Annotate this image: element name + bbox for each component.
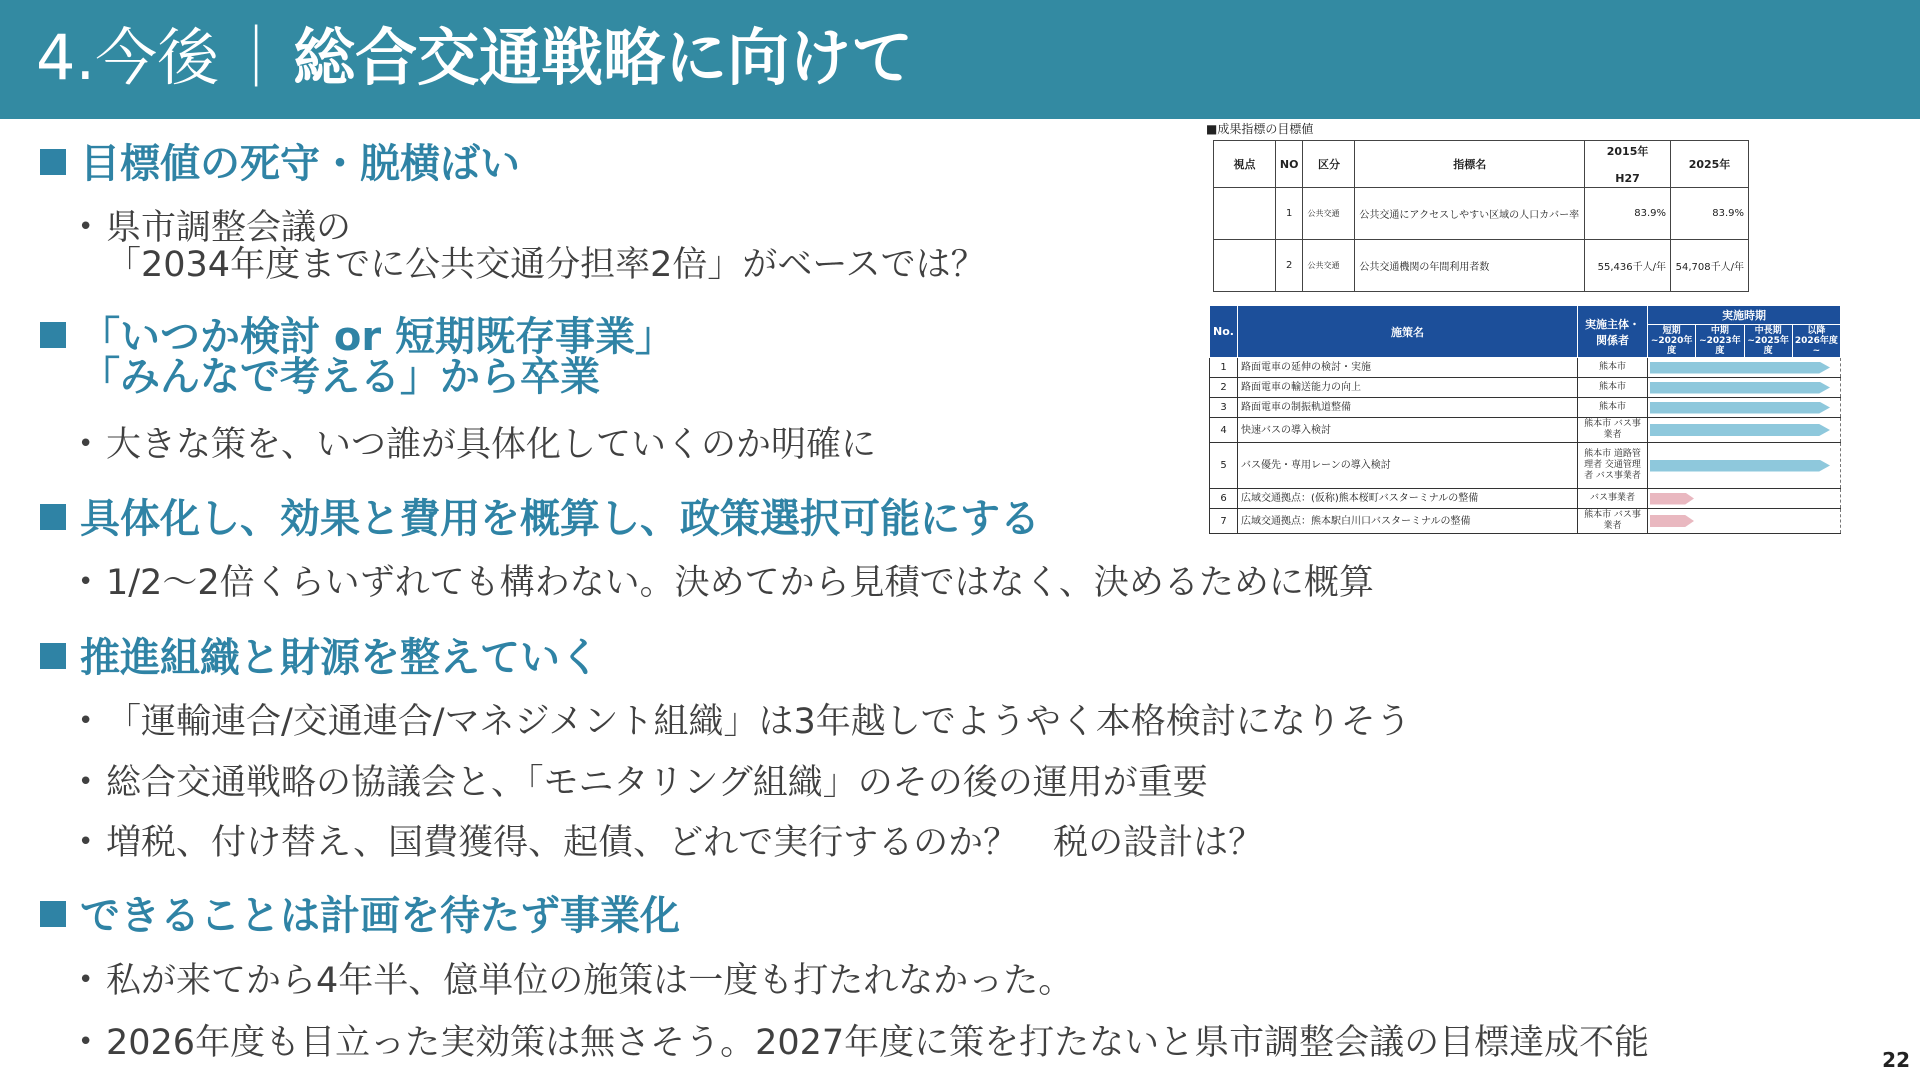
table-header: 施策名 [1238, 306, 1578, 358]
measure-actor: 熊本市 バス事業者 [1578, 509, 1648, 534]
bullet-dot-icon: • [78, 567, 94, 597]
measure-actor: バス事業者 [1578, 489, 1648, 509]
table-cell: 83.9% [1585, 188, 1671, 240]
bullet-text: 大きな策を、いつ誰が具体化していくのか明確に [106, 425, 877, 465]
header-year: 2015年 [1606, 145, 1649, 158]
schedule-bar [1650, 493, 1694, 505]
table-row [1214, 188, 1749, 240]
square-bullet-icon [40, 643, 66, 669]
indicator-table [1213, 140, 1749, 292]
bullet-item [78, 699, 1411, 744]
schedule-track [1648, 444, 1840, 488]
bullet-dot-icon: • [78, 827, 94, 857]
schedule-cell [1648, 398, 1841, 418]
heading-text: 推進組織と財源を整えていく [80, 635, 600, 681]
table-header-row [1214, 141, 1749, 188]
bullet-text: 総合交通戦略の協議会と、「モニタリング組織」のその後の運用が重要 [106, 763, 1208, 803]
measure-actor: 熊本市 [1578, 358, 1648, 378]
schedule-bar [1650, 460, 1830, 472]
table-header: 実施主体・関係者 [1578, 306, 1648, 358]
measure-actor: 熊本市 [1578, 398, 1648, 418]
title-text: 総合交通戦略に向けて [293, 21, 914, 94]
title-separator: ｜ [225, 21, 288, 94]
page-number: 22 [1882, 1048, 1910, 1072]
section-heading [40, 140, 520, 188]
measure-no: 4 [1210, 418, 1238, 443]
period-range: ~2020年度 [1650, 336, 1693, 356]
table-row [1210, 489, 1841, 509]
schedule-cell [1648, 509, 1841, 534]
section-heading [40, 634, 600, 682]
square-bullet-icon [40, 504, 66, 530]
bullet-item [78, 760, 1208, 805]
measure-name: 路面電車の輸送能力の向上 [1238, 378, 1578, 398]
measures-table [1209, 305, 1841, 534]
bullet-dot-icon: • [78, 1027, 94, 1057]
bullet-dot-icon: • [78, 767, 94, 797]
measure-no: 2 [1210, 378, 1238, 398]
measure-no: 1 [1210, 358, 1238, 378]
bullet-text: 2026年度も目立った実効策は無さそう。2027年度に策を打たないと県市調整会議の目標達成不能 [106, 1023, 1650, 1063]
schedule-cell [1648, 418, 1841, 443]
bullet-dot-icon: • [78, 965, 94, 995]
heading-text: 「いつか検討 or 短期既存事業」 [80, 314, 676, 360]
bullet-dot-icon: • [78, 706, 94, 736]
slide-title [36, 20, 913, 96]
period-header [1744, 325, 1792, 358]
square-bullet-icon [40, 322, 66, 348]
table-row [1210, 418, 1841, 443]
bullet-dot-icon: • [78, 212, 94, 242]
bullet-item [78, 1020, 1649, 1065]
table-cell: 公共交通 [1303, 240, 1355, 292]
period-label: 以降 [1807, 326, 1826, 336]
table-cell: 公共交通にアクセスしやすい区域の人口カバー率 [1355, 188, 1585, 240]
measure-actor: 熊本市 [1578, 378, 1648, 398]
period-header [1696, 325, 1744, 358]
table-header [1585, 141, 1671, 188]
table-cell: 54,708千人/年 [1671, 240, 1749, 292]
table-row [1210, 378, 1841, 398]
table-header: 2025年 [1671, 141, 1749, 188]
section-heading [40, 495, 1040, 543]
bullet-item [78, 958, 1073, 1003]
period-label: 短期 [1662, 326, 1681, 336]
schedule-track [1648, 419, 1840, 441]
bullet-item [78, 422, 876, 467]
bullet-dot-icon: • [78, 429, 94, 459]
table-cell: 公共交通 [1303, 188, 1355, 240]
measure-no: 5 [1210, 443, 1238, 489]
table-header: 指標名 [1355, 141, 1585, 188]
table-cell [1214, 240, 1276, 292]
table-header: 視点 [1214, 141, 1276, 188]
measure-name: 快速バスの導入検討 [1238, 418, 1578, 443]
measure-name: 広域交通拠点：熊本駅白川口バスターミナルの整備 [1238, 509, 1578, 534]
period-range: ~2025年度 [1747, 336, 1789, 356]
schedule-cell [1648, 443, 1841, 489]
measure-no: 7 [1210, 509, 1238, 534]
section-heading [40, 892, 680, 940]
schedule-track [1648, 399, 1840, 417]
schedule-bar [1650, 424, 1830, 436]
table-cell: 2 [1275, 240, 1303, 292]
bullet-continuation: 「2034年度までに公共交通分担率2倍」がベースでは？ [106, 245, 986, 285]
table-row [1214, 240, 1749, 292]
schedule-track [1648, 359, 1840, 377]
section-heading-line2: 「みんなで考える」から卒業 [80, 354, 600, 400]
period-label: 中期 [1710, 326, 1729, 336]
table-header: 区分 [1303, 141, 1355, 188]
period-range: 2026年度~ [1794, 336, 1838, 356]
period-header [1648, 325, 1696, 358]
schedule-cell [1648, 378, 1841, 398]
header-era: H27 [1615, 172, 1640, 185]
period-label: 中長期 [1754, 326, 1782, 336]
table-cell: 83.9% [1671, 188, 1749, 240]
table-cell: 公共交通機関の年間利用者数 [1355, 240, 1585, 292]
schedule-track [1648, 510, 1840, 532]
measure-name: 路面電車の制振軌道整備 [1238, 398, 1578, 418]
title-bar [0, 0, 1920, 119]
table-row [1210, 443, 1841, 489]
table-cell [1214, 188, 1276, 240]
table-row [1210, 358, 1841, 378]
measure-name: 広域交通拠点：(仮称)熊本桜町バスターミナルの整備 [1238, 489, 1578, 509]
measure-actor: 熊本市 道路管理者 交通管理者 バス事業者 [1578, 443, 1648, 489]
schedule-cell [1648, 358, 1841, 378]
schedule-bar [1650, 382, 1830, 394]
table-cell: 55,436千人/年 [1585, 240, 1671, 292]
square-bullet-icon [40, 901, 66, 927]
period-range: ~2023年度 [1699, 336, 1741, 356]
schedule-track [1648, 490, 1840, 508]
schedule-bar [1650, 402, 1830, 414]
table-header: 実施時期 [1648, 306, 1841, 325]
schedule-cell [1648, 489, 1841, 509]
schedule-track [1648, 379, 1840, 397]
heading-text: 具体化し、効果と費用を概算し、政策選択可能にする [80, 496, 1040, 542]
section-number: 4.今後 [36, 21, 220, 94]
section-heading [40, 316, 675, 358]
schedule-bar [1650, 362, 1830, 374]
square-bullet-icon [40, 149, 66, 175]
period-header [1792, 325, 1840, 358]
schedule-bar [1650, 515, 1694, 527]
table-header-row [1210, 306, 1841, 325]
measure-no: 3 [1210, 398, 1238, 418]
heading-text: できることは計画を待たず事業化 [80, 893, 680, 939]
measure-no: 6 [1210, 489, 1238, 509]
measure-actor: 熊本市 バス事業者 [1578, 418, 1648, 443]
measure-name: バス優先・専用レーンの導入検討 [1238, 443, 1578, 489]
table-header: No. [1210, 306, 1238, 358]
bullet-item [78, 560, 1374, 605]
bullet-text: 1/2～2倍くらいずれても構わない。決めてから見積ではなく、決めるために概算 [106, 563, 1374, 603]
bullet-text: 私が来てから4年半、億単位の施策は一度も打たれなかった。 [106, 961, 1074, 1001]
bullet-item [78, 820, 1263, 865]
heading-text: 目標値の死守・脱横ばい [80, 141, 520, 187]
bullet-text: 県市調整会議の [106, 208, 352, 248]
table-row [1210, 398, 1841, 418]
indicator-table-caption: ■成果指標の目標値 [1206, 122, 1314, 136]
table-cell: 1 [1275, 188, 1303, 240]
bullet-text: 増税、付け替え、国費獲得、起債、どれで実行するのか？ 税の設計は？ [106, 823, 1264, 863]
table-header: NO [1275, 141, 1303, 188]
table-row [1210, 509, 1841, 534]
bullet-text: 「運輸連合/交通連合/マネジメント組織」は3年越しでようやく本格検討になりそう [106, 702, 1411, 742]
measure-name: 路面電車の延伸の検討・実施 [1238, 358, 1578, 378]
